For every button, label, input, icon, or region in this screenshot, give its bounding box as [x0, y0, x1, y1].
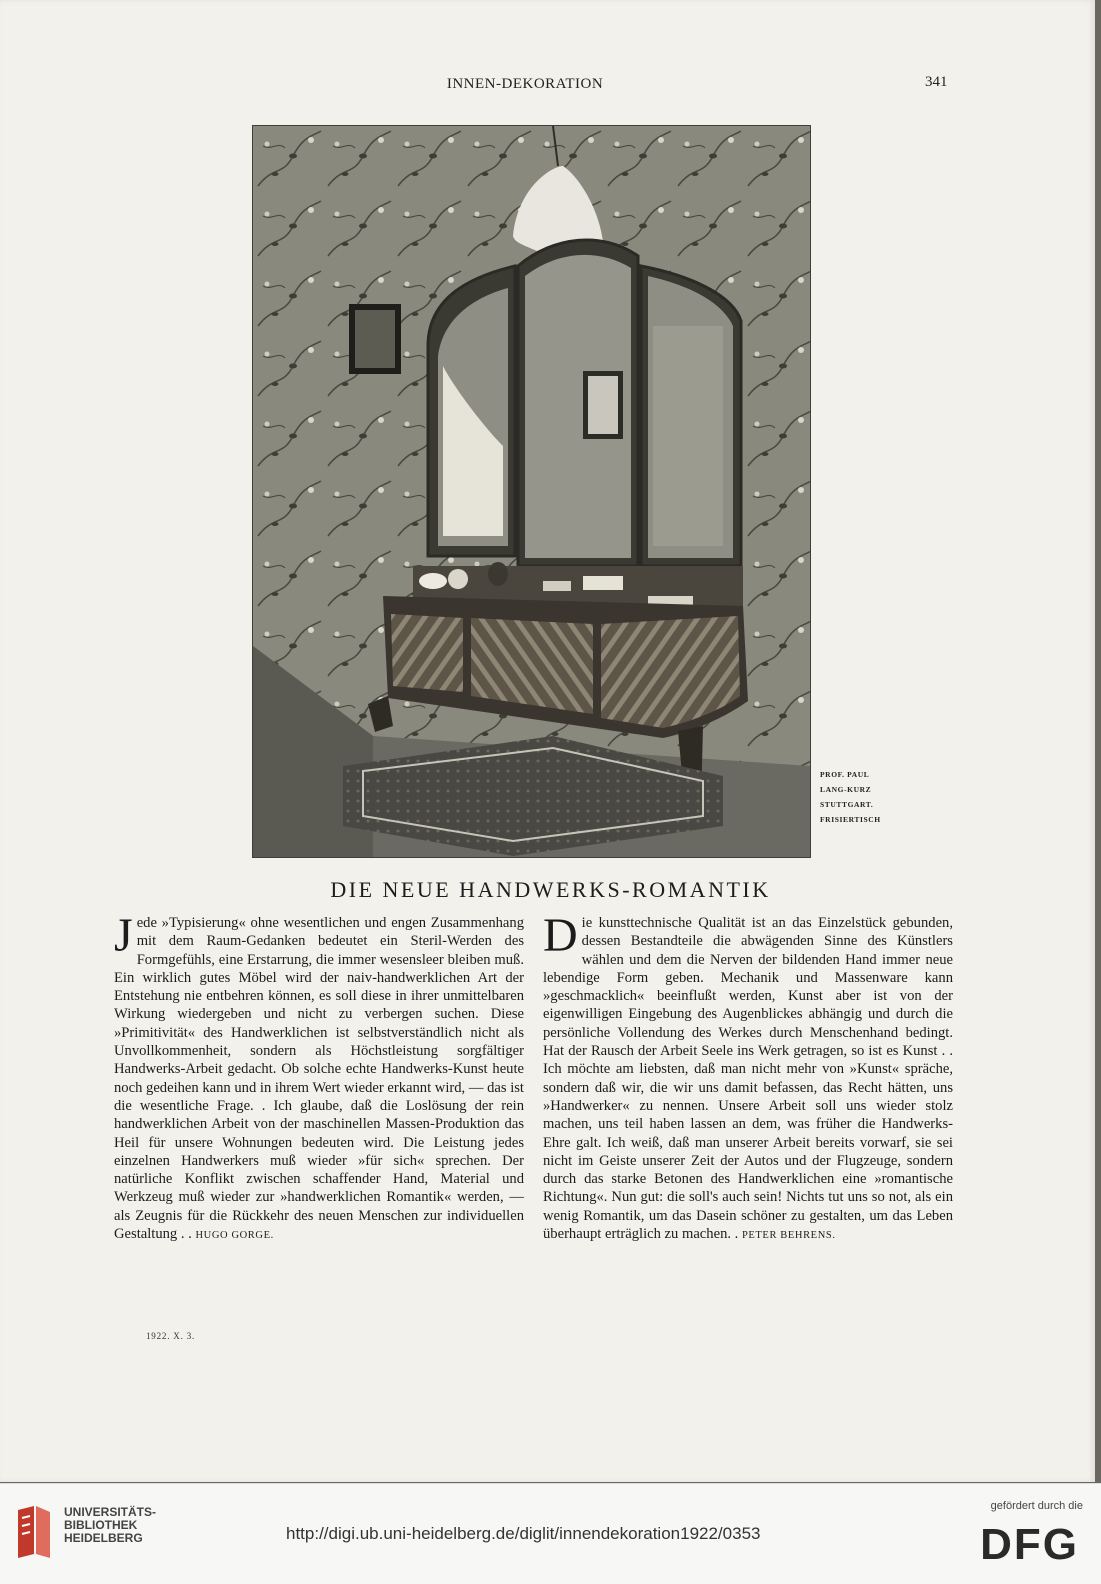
dfg-logo: DFG — [980, 1520, 1079, 1569]
credit-line: PROF. PAUL — [820, 770, 870, 779]
author: PETER BEHRENS. — [741, 1230, 836, 1242]
dropcap: D — [543, 909, 578, 962]
article-title: DIE NEUE HANDWERKS-ROMANTIK — [330, 877, 771, 902]
right-column — [543, 909, 953, 1245]
library-line: BIBLIOTHEK — [64, 1518, 138, 1532]
issue-signature: 1922. X. 3. — [146, 1331, 196, 1341]
body-text: ie kunsttechnische Qualität ist an das Einzelstück gebunden, dessen Bestandteile die abwägenden Sinne des Künstlers wählen und dem die Nerven der bildenden Hand immer neue lebendige Form geben. Mechanik und Massenware kann »geschmacklich« beeinflußt werden, Kunst aber ist von der eigenwilligen Eingebung des Augenblickes abhängig und durch die persönliche Vollendung des Werkes durch Menschenhand bedingt. Hat der Rausch der Arbeit Seele ins Werk getragen, so ist es Kunst . . Ich möchte am liebsten, daß man nicht mehr von »Kunst« spräche, sondern daß wir, die wir uns damit befassen, das Recht hätten, uns »Handwerker« zu nennen. Unsere Arbeit soll uns wieder stolz machen, uns teil haben lassen an dem, was früher die Handwerks-Ehre galt. Ich weiß, daß man unserer Arbeit bereits vorwarf, sie sei nicht im Geiste unserer Zeit der Autos und der Flugzeuge, sondern durch das starke Betonen des Handwerklichen eine »romantische Richtung«. Nun gut: die soll's auch sein! Nichts tut uns so not, als ein wenig Romantik, um das Dasein schöner zu gestalten, um das Leben überhaupt erträglich zu machen. . — [543, 915, 953, 1243]
library-logo-icon — [14, 1504, 54, 1560]
credit-line: STUTTGART. — [820, 800, 874, 809]
credit-line: LANG-KURZ — [820, 785, 872, 794]
dropcap: J — [114, 909, 133, 962]
running-head: INNEN-DEKORATION — [446, 76, 604, 92]
credit-line: FRISIERTISCH — [820, 815, 881, 824]
body-text: ede »Typisierung« ohne wesentlichen und engen Zusammenhang mit dem Raum-Gedanken bedeutet ein Steril-Werden des Formgefühls, eine Erstarrung, die immer wesensleer bleiben muß. Ein wirklich gutes Möbel wird der naiv-handwerklichen Art der Entstehung nie entbehren können, es soll diese in ihrer unmittelbaren Wirkung wiedergeben und nicht zu verbergen suchen. Diese »Primitivität« des Handwerklichen ist selbstverständlich nicht als Unvollkommenheit, sondern als Höchstleistung sorgfältiger Handwerks-Arbeit gedacht. Ob solche echte Handwerks-Kunst heute noch gedeihen kann und in ihrem Wert wieder erkannt wird, — das ist die wesentliche Frage. . Ich glaube, daß die Loslösung der rein handwerklichen Arbeit von der maschinellen Massen-Produktion das Heil für unsere Wohnungen bedeuten wird. Die Leistung jedes einzelnen Handwerkers muß wieder »für sich« sprechen. Der natürliche Konflikt zwischen schaffender Hand, Material und Werkzeug muß wieder zur »handwerklichen Romantik« werden, — als Zeugnis für die Rückkehr des neuen Menschen zur individuellen Gestaltung . . — [114, 915, 524, 1243]
digitization-footer — [0, 1483, 1101, 1584]
dressing-table-photo — [252, 125, 811, 858]
left-column — [114, 909, 524, 1245]
author: HUGO GORGE. — [195, 1230, 274, 1242]
library-name — [64, 1506, 156, 1545]
photo-credit — [820, 767, 881, 827]
library-line: UNIVERSITÄTS- — [64, 1505, 157, 1519]
page-number: 341 — [925, 74, 948, 90]
funded-by-label: gefördert durch die — [990, 1500, 1083, 1512]
library-line: HEIDELBERG — [64, 1531, 143, 1545]
permalink-url[interactable]: http://digi.ub.uni-heidelberg.de/diglit/innendekoration1922/0353 — [286, 1524, 761, 1543]
